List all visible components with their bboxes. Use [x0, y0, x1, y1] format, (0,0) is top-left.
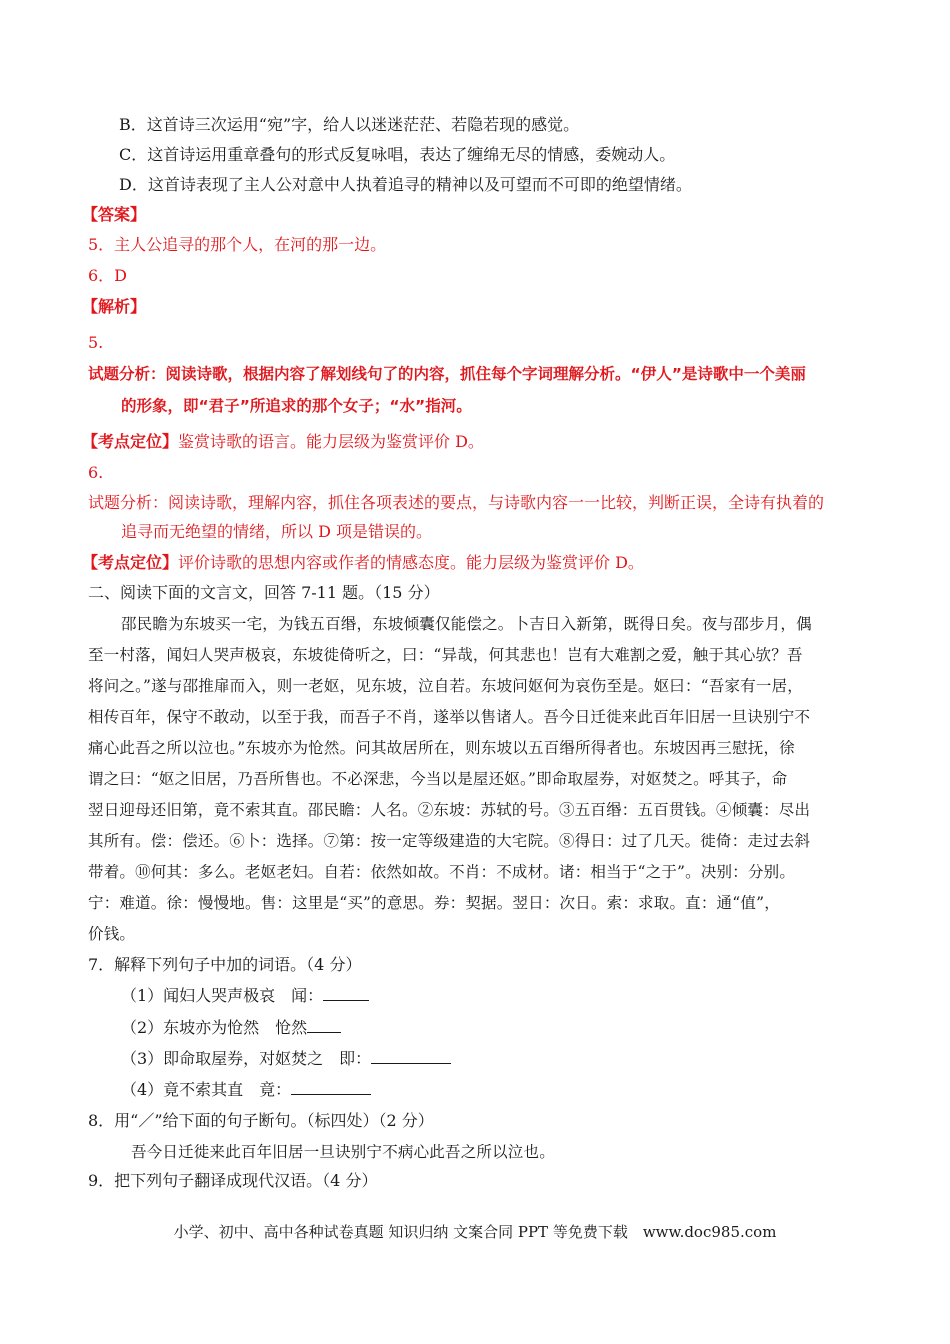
question-7-item-1	[121, 986, 369, 1006]
analysis-number-5: 5.	[88, 333, 104, 352]
answer-5: 5．主人公追寻的那个人，在河的那一边。	[88, 235, 387, 254]
passage-line: 相传百年，保守不敢动，以至于我，而吾子不肖，遂举以售诸人。吾今日迁徙来此百年旧居一旦诀别宁不	[88, 708, 811, 726]
analysis-number-6: 6.	[88, 463, 104, 482]
question-9-title: 9．把下列句子翻译成现代汉语。（4 分）	[88, 1171, 378, 1190]
analysis-5-line-2: 的形象，即“君子”所追求的那个女子；“水”指河。	[121, 397, 472, 415]
question-7-item-2	[121, 1018, 341, 1038]
option-c: C．这首诗运用重章叠句的形式反复咏唱，表达了缠绵无尽的情感，委婉动人。	[119, 145, 676, 164]
kaodian-6	[82, 553, 644, 573]
passage-line: 其所有。偿：偿还。⑥卜：选择。⑦第：按一定等级建造的大宅院。⑧得日：过了几天。徙倚：走过去斜	[88, 832, 811, 850]
question-7-item-2-text: （2）东坡亦为怆然 怆然	[121, 1018, 308, 1037]
question-7-item-3-text: （3）即命取屋券，对妪焚之 即：	[121, 1049, 372, 1068]
answer-blank[interactable]	[323, 986, 369, 1001]
passage-line: 将问之。”遂与邵推扉而入，则一老妪，见东坡，泣自若。东坡问妪何为哀伤至是。妪曰：“吾家有一居，	[88, 677, 804, 695]
passage-line: 价钱。	[88, 925, 136, 943]
answer-blank[interactable]	[371, 1049, 451, 1064]
passage-line: 宁：难道。徐：慢慢地。售：这里是“买”的意思。券：契据。翌日：次日。索：求取。直：通“值”，	[88, 894, 780, 912]
section-2-title: 二、阅读下面的文言文，回答 7-11 题。（15 分）	[88, 583, 440, 602]
kaodian-6-text: 评价诗歌的思想内容或作者的情感态度。能力层级为鉴赏评价 D。	[178, 553, 644, 572]
answer-blank[interactable]	[307, 1018, 341, 1033]
passage-line: 痛心此吾之所以泣也。”东坡亦为怆然。问其故居所在，则东坡以五百缗所得者也。东坡因再三慰抚，徐	[88, 739, 795, 757]
question-7-item-1-text: （1）闻妇人哭声极哀 闻：	[121, 986, 324, 1005]
analysis-6-line-2: 追寻而无绝望的情绪，所以 D 项是错误的。	[121, 522, 433, 541]
question-7-item-3	[121, 1049, 451, 1069]
answer-6: 6．D	[88, 266, 128, 285]
passage-line: 翌日迎母还旧第，竟不索其直。邵民瞻：人名。②东坡：苏轼的号。③五百缗：五百贯钱。④倾囊：尽出	[88, 801, 811, 819]
question-7-title: 7．解释下列句子中加的词语。（4 分）	[88, 955, 362, 974]
answer-blank[interactable]	[291, 1080, 371, 1095]
question-8-sentence: 吾今日迁徙来此百年旧居一旦诀别宁不病心此吾之所以泣也。	[131, 1143, 555, 1161]
option-d: D．这首诗表现了主人公对意中人执着追寻的精神以及可望而不可即的绝望情绪。	[119, 175, 692, 194]
analysis-6-line-1: 试题分析：阅读诗歌，理解内容，抓住各项表述的要点，与诗歌内容一一比较，判断正误，全诗有执着的	[88, 493, 825, 512]
kaodian-5-text: 鉴赏诗歌的语言。能力层级为鉴赏评价 D。	[178, 432, 484, 451]
analysis-heading: 【解析】	[82, 297, 147, 316]
kaodian-6-tag: 【考点定位】	[82, 553, 179, 572]
question-7-item-4	[121, 1080, 371, 1100]
kaodian-5-tag: 【考点定位】	[82, 432, 179, 451]
answer-heading: 【答案】	[82, 205, 147, 224]
kaodian-5	[82, 432, 484, 452]
analysis-5-line-1: 试题分析：阅读诗歌，根据内容了解划线句了的内容，抓住每个字词理解分析。“伊人”是诗歌中一个美丽	[88, 365, 806, 383]
page-footer: 小学、初中、高中各种试卷真题 知识归纳 文案合同 PPT 等免费下载 www.doc985.com	[173, 1223, 777, 1241]
passage-line: 至一村落，闻妇人哭声极哀，东坡徙倚听之，曰：“异哉，何其悲也！岂有大难割之爱，触于其心欤？吾	[88, 646, 803, 664]
passage-line: 带着。⑩何其：多么。老妪老妇。自若：依然如故。不肖：不成材。诸：相当于“之于”。决别：分别。	[88, 863, 796, 881]
question-8-title: 8．用“／”给下面的句子断句。（标四处）（2 分）	[88, 1111, 434, 1130]
question-7-item-4-text: （4）竟不索其直 竟：	[121, 1080, 292, 1099]
passage-line: 谓之曰：“妪之旧居，乃吾所售也。不必深悲，今当以是屋还妪。”即命取屋券，对妪焚之。呼其子，命	[88, 770, 788, 788]
passage-line: 邵民瞻为东坡买一宅，为钱五百缗，东坡倾囊仅能偿之。卜吉日入新第，既得日矣。夜与邵步月，偶	[121, 615, 812, 633]
option-b: B．这首诗三次运用“宛”字，给人以迷迷茫茫、若隐若现的感觉。	[119, 115, 580, 134]
